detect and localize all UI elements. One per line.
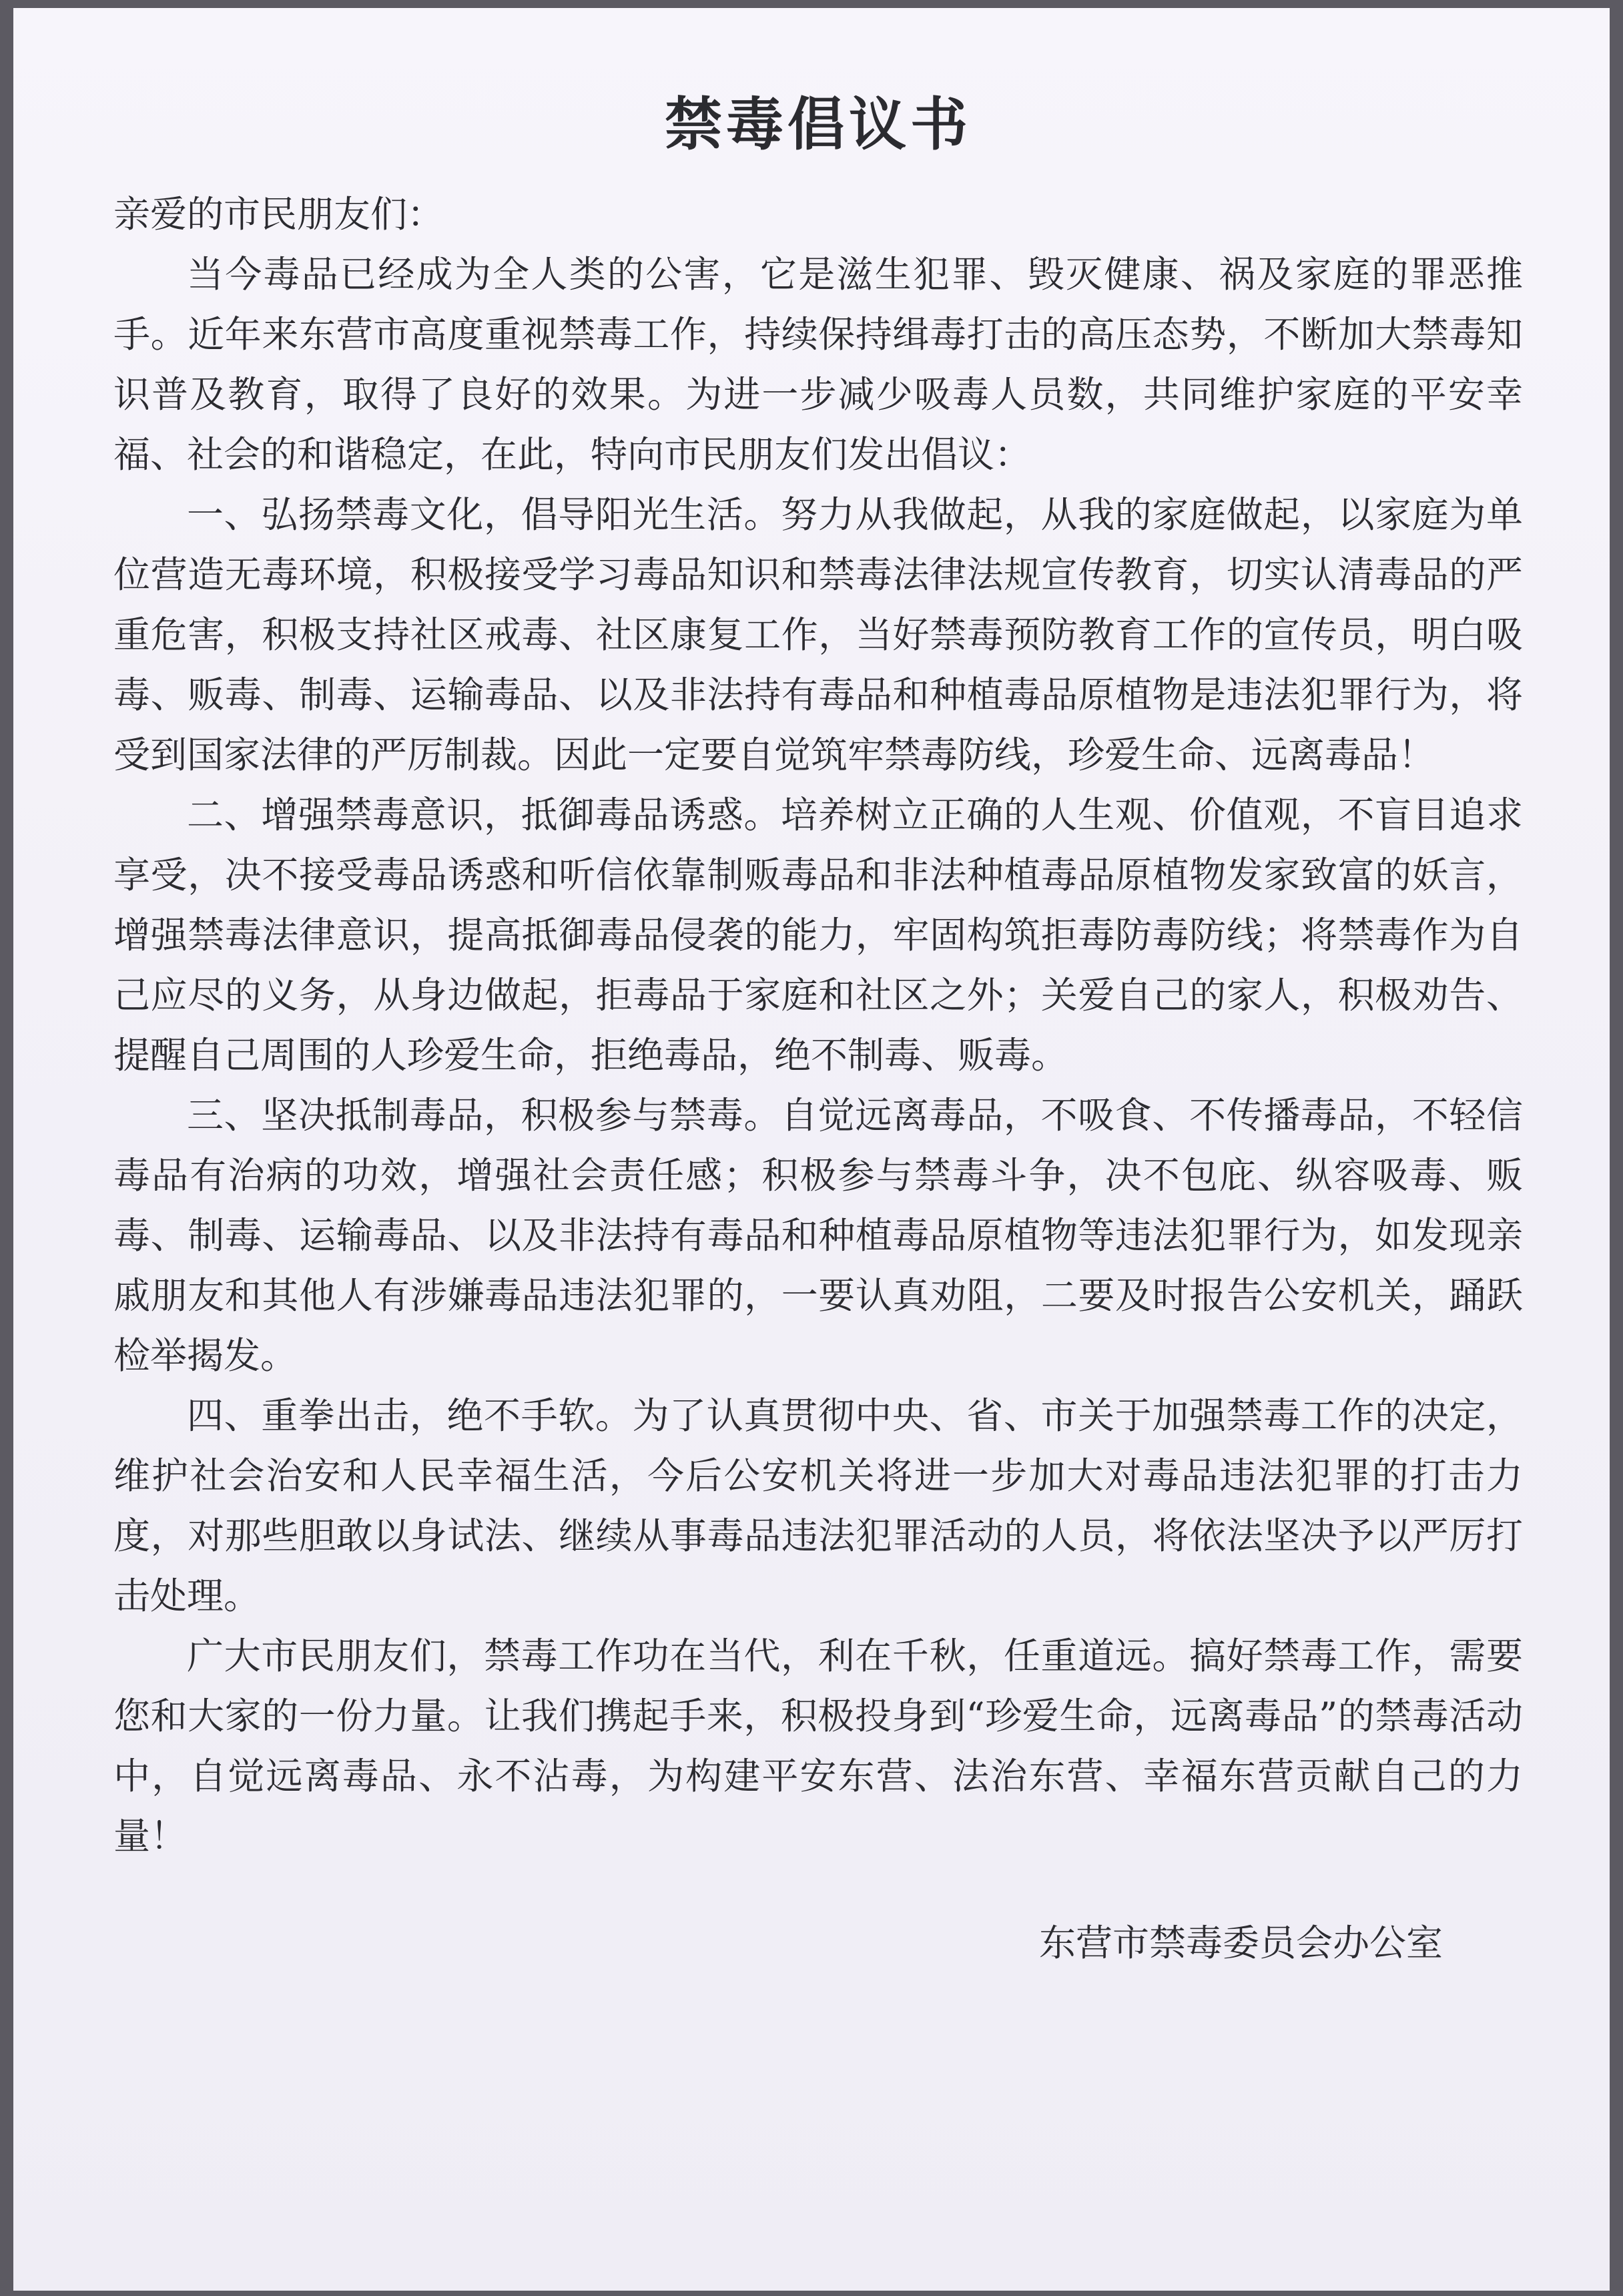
paragraph-intro: 当今毒品已经成为全人类的公害，它是滋生犯罪、毁灭健康、祸及家庭的罪恶推手。近年来东营市高度重视禁毒工作，持续保持缉毒打击的高压态势，不断加大禁毒知识普及教育，取得了良好的效果。为进一步减少吸毒人员数，共同维护家庭的平安幸福、社会的和谐稳定，在此，特向市民朋友们发出倡议： — [113, 253, 1523, 476]
document-sheet — [13, 8, 1610, 2291]
paragraph-closing: 广大市民朋友们，禁毒工作功在当代，利在千秋，任重道远。搞好禁毒工作，需要您和大家的一份力量。让我们携起手来，积极投身到“珍爱生命，远离毒品”的禁毒活动中，自觉远离毒品、永不沾毒，为构建平安东营、法治东营、幸福东营贡献自己的力量！ — [113, 1635, 1523, 1857]
document-title: 禁毒倡议书 — [665, 91, 972, 158]
paragraph-point-four: 四、重拳出击，绝不手软。为了认真贯彻中央、省、市关于加强禁毒工作的决定，维护社会治安和人民幸福生活，今后公安机关将进一步加大对毒品违法犯罪的打击力度，对那些胆敢以身试法、继续从事毒品违法犯罪活动的人员，将依法坚决予以严厉打击处理。 — [113, 1394, 1523, 1617]
salutation: 亲爱的市民朋友们： — [113, 193, 444, 236]
paragraph-point-three: 三、坚决抵制毒品，积极参与禁毒。自觉远离毒品，不吸食、不传播毒品，不轻信毒品有治病的功效，增强社会责任感；积极参与禁毒斗争，决不包庇、纵容吸毒、贩毒、制毒、运输毒品、以及非法持有毒品和种植毒品原植物等违法犯罪行为，如发现亲戚朋友和其他人有涉嫌毒品违法犯罪的，一要认真劝阻，二要及时报告公安机关，踊跃检举揭发。 — [113, 1094, 1523, 1377]
signature: 东营市禁毒委员会办公室 — [1038, 1922, 1443, 1964]
paragraph-point-two: 二、增强禁毒意识，抵御毒品诱惑。培养树立正确的人生观、价值观，不盲目追求享受，决不接受毒品诱惑和听信依靠制贩毒品和非法种植毒品原植物发家致富的妖言，增强禁毒法律意识，提高抵御毒品侵袭的能力，牢固构筑拒毒防毒防线；将禁毒作为自己应尽的义务，从身边做起，拒毒品于家庭和社区之外；关爱自己的家人，积极劝告、提醒自己周围的人珍爱生命，拒绝毒品，绝不制毒、贩毒。 — [113, 794, 1523, 1077]
paragraph-point-one: 一、弘扬禁毒文化，倡导阳光生活。努力从我做起，从我的家庭做起，以家庭为单位营造无毒环境，积极接受学习毒品知识和禁毒法律法规宣传教育，切实认清毒品的严重危害，积极支持社区戒毒、社区康复工作，当好禁毒预防教育工作的宣传员，明白吸毒、贩毒、制毒、运输毒品、以及非法持有毒品和种植毒品原植物是违法犯罪行为，将受到国家法律的严厉制裁。因此一定要自觉筑牢禁毒防线，珍爱生命、远离毒品！ — [113, 493, 1523, 776]
